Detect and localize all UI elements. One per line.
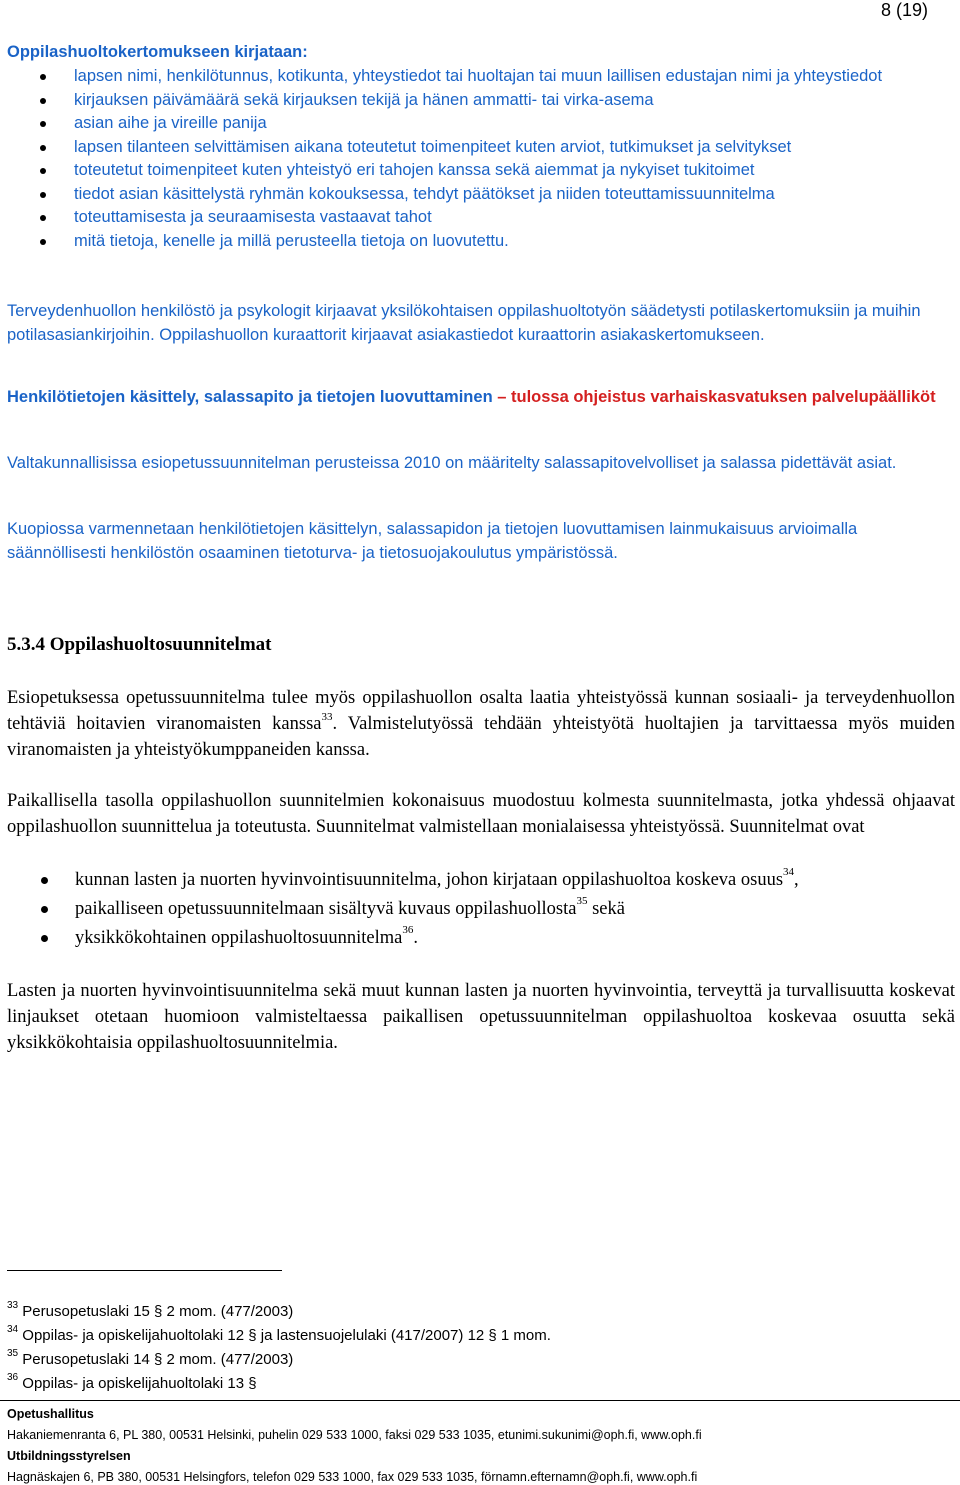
record-items-list: [7, 65, 952, 253]
plan-tail: .: [413, 928, 418, 948]
plan-text: yksikkökohtainen oppilashuoltosuunnitelma: [75, 928, 403, 948]
footnote: [7, 1300, 947, 1324]
list-item: [7, 866, 955, 895]
plans-list: [7, 866, 955, 953]
list-item: lapsen tilanteen selvittämisen aikana toteutetut toimenpiteet kuten arviot, tutkimukset ja selvitykset: [7, 136, 952, 160]
footnote-number: 35: [7, 1348, 19, 1359]
plan-text: kunnan lasten ja nuorten hyvinvointisuunnitelma, johon kirjataan oppilashuoltoa koskeva osuus: [75, 870, 784, 890]
footnote-text: Oppilas- ja opiskelijahuoltolaki 13 §: [22, 1375, 257, 1392]
footer-org-fi: Opetushallitus: [7, 1407, 94, 1421]
footer-address-fi: Hakaniemenranta 6, PL 380, 00531 Helsinki, puhelin 029 533 1000, faksi 029 533 1035, etunimi.sukunimi@oph.fi, www.oph.fi: [7, 1428, 702, 1442]
page-number: 8 (19): [880, 0, 928, 20]
section-title: Oppilashuoltosuunnitelmat: [49, 634, 272, 655]
footnote-divider: [7, 1270, 282, 1271]
footnote: [7, 1324, 947, 1348]
upcoming-guidance-note: – tulossa ohjeistus varhaiskasvatuksen palvelupäälliköt: [492, 388, 936, 406]
section-paragraph-1: [7, 685, 955, 763]
kuopio-paragraph: Kuopiossa varmennetaan henkilötietojen käsittelyn, salassapidon ja tietojen luovuttamisen lainmukaisuus arvioimalla säännöllisesti henkilöstön osaaminen tietoturva- ja tietosuojakoulutus ympäristössä.: [7, 520, 858, 562]
health-records-paragraph: Terveydenhuollon henkilöstö ja psykologit kirjaavat yksilökohtaisen oppilashuoltotyön säädetysti potilaskertomuksiin ja muihin potilasasiankirjoihin. Oppilashuollon kuraattorit kirjaavat asiakastiedot kuraattorin asiakaskertomukseen.: [7, 302, 921, 344]
plan-text: paikalliseen opetussuunnitelmaan sisältyvä kuvaus oppilashuollosta: [75, 899, 577, 919]
footnote-number: 36: [7, 1372, 19, 1383]
paragraph-text: Esiopetuksessa opetussuunnitelma tulee myös oppilashuollon osalta laatia yhteistyössä kunnan sosiaali- ja terveydenhuollon tehtäviä hoitavien viranomaisten kanssa: [7, 688, 955, 734]
plan-tail: ,: [794, 870, 799, 890]
list-item: mitä tietoja, kenelle ja millä perusteella tietoja on luovutettu.: [7, 230, 952, 254]
list-item: asian aihe ja vireille panija: [7, 112, 952, 136]
personal-data-title: Henkilötietojen käsittely, salassapito ja tietojen luovuttaminen: [7, 388, 493, 406]
footnote-text: Oppilas- ja opiskelijahuoltolaki 12 § ja lastensuojelulaki (417/2007) 12 § 1 mom.: [22, 1327, 551, 1344]
record-heading: Oppilashuoltokertomukseen kirjataan:: [7, 43, 308, 61]
section-number: 5.3.4: [7, 634, 45, 655]
footer-divider: [0, 1400, 960, 1401]
list-item: [7, 924, 955, 953]
footer-address-sv: Hagnäskajen 6, PB 380, 00531 Helsingfors, telefon 029 533 1000, fax 029 533 1035, förnamn.efternamn@oph.fi, www.oph.fi: [7, 1470, 698, 1484]
footnote-ref: 34: [783, 866, 795, 878]
footnote-number: 33: [7, 1300, 19, 1311]
footnote-ref: 35: [576, 895, 588, 907]
list-item: [7, 895, 955, 924]
list-item: toteuttamisesta ja seuraamisesta vastaavat tahot: [7, 206, 952, 230]
page-footer: [7, 1404, 952, 1485]
footnotes: [7, 1300, 947, 1396]
footnote-number: 34: [7, 1324, 19, 1335]
footnote: [7, 1372, 947, 1396]
list-item: kirjauksen päivämäärä sekä kirjauksen tekijä ja hänen ammatti- tai virka-asema: [7, 89, 952, 113]
footnote-ref: 33: [321, 711, 333, 723]
paragraph-text: . Valmistelutyössä tehdään yhteistyötä huoltajien ja tarvittaessa myös muiden viranomaisten ja yhteistyökumppaneiden kanssa.: [7, 714, 955, 760]
footer-org-sv: Utbildningsstyrelsen: [7, 1449, 131, 1463]
footnote-ref: 36: [402, 924, 414, 936]
list-item: tiedot asian käsittelystä ryhmän kokouksessa, tehdyt päätökset ja niiden toteuttamissuunnitelma: [7, 183, 952, 207]
personal-data-heading: [7, 386, 952, 410]
section-paragraph-3: Lasten ja nuorten hyvinvointisuunnitelma sekä muut kunnan lasten ja nuorten hyvinvointia, terveyttä ja turvallisuutta koskevat linjaukset otetaan huomioon valmisteltaessa paikallisen opetussuunnitelman oppilashuoltoa koskevaa osuutta sekä yksikkökohtaisia oppilashuoltosuunnitelmia.: [7, 981, 955, 1053]
list-item: lapsen nimi, henkilötunnus, kotikunta, yhteystiedot tai huoltajan tai muun laillisen edustajan nimi ja yhteystiedot: [7, 65, 952, 89]
footnote: [7, 1348, 947, 1372]
plan-tail: sekä: [587, 899, 625, 919]
footnote-text: Perusopetuslaki 14 § 2 mom. (477/2003): [22, 1351, 294, 1368]
footnote-text: Perusopetuslaki 15 § 2 mom. (477/2003): [22, 1303, 294, 1320]
section-heading: [7, 632, 272, 658]
section-paragraph-2: Paikallisella tasolla oppilashuollon suunnitelmien kokonaisuus muodostuu kolmesta suunnitelmasta, jotka yhdessä ohjaavat oppilashuollon suunnittelua ja toteutusta. Suunnitelmat valmistellaan monialaisessa yhteistyössä. Suunnitelmat ovat: [7, 791, 955, 837]
national-curriculum-paragraph: Valtakunnallisissa esiopetussuunnitelman perusteissa 2010 on määritelty salassapitovelvolliset ja salassa pidettävät asiat.: [7, 454, 897, 472]
list-item: toteutetut toimenpiteet kuten yhteistyö eri tahojen kanssa sekä aiemmat ja nykyiset tukitoimet: [7, 159, 952, 183]
